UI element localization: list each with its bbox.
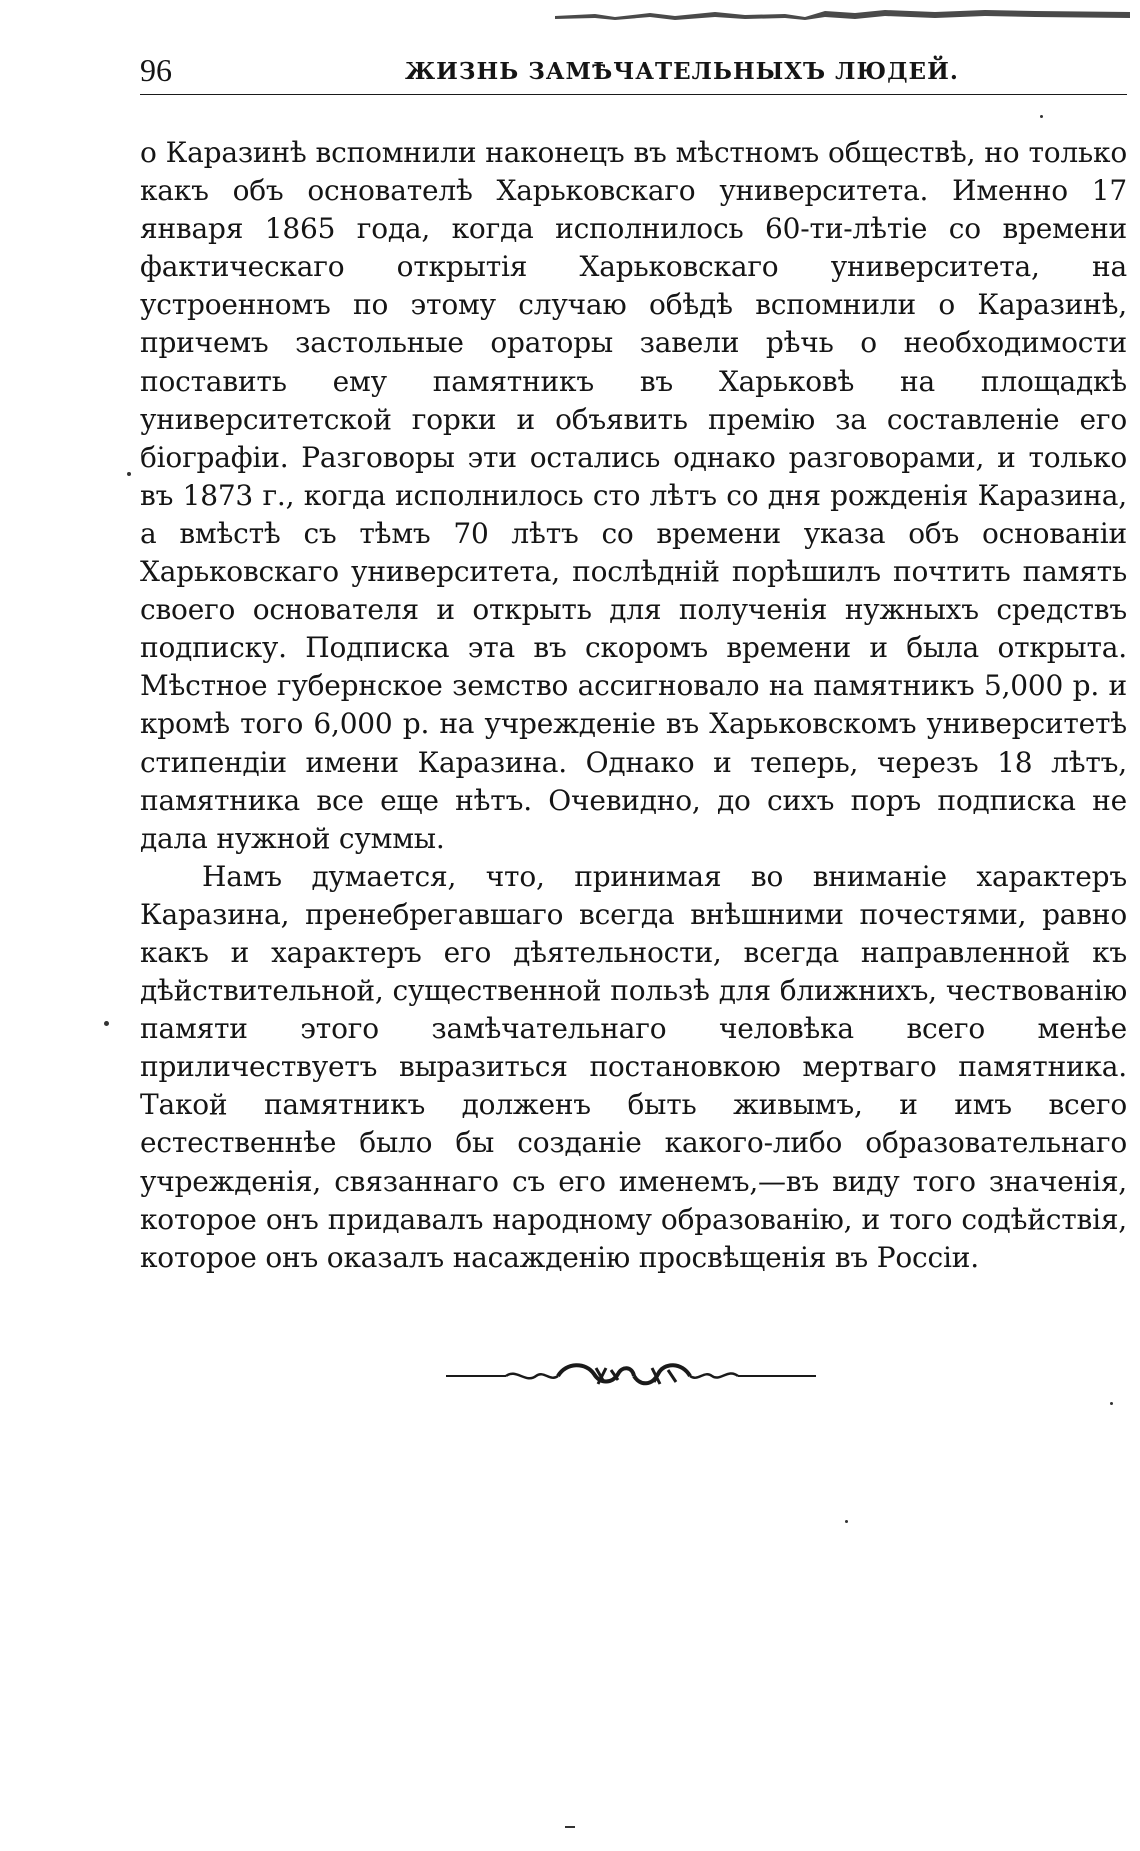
body-text xyxy=(140,134,1127,1277)
print-speck xyxy=(1110,1402,1113,1405)
print-speck xyxy=(127,472,131,476)
print-speck xyxy=(845,1520,848,1523)
print-speck xyxy=(104,1021,109,1026)
print-speck xyxy=(565,1826,575,1828)
paragraph-1: о Каразинѣ вспомнили наконецъ въ мѣстномъ обществѣ, но только какъ объ основателѣ Харьковскаго университета. Именно 17 января 1865 года, когда исполнилось 60-ти-лѣтіе со времени фактическаго открытія Харьковскаго университета, на устроенномъ по этому случаю обѣдѣ вспомнили о Каразинѣ, причемъ застольные ораторы завели рѣчь о необходимости поставить ему памятникъ въ Харьковѣ на площадкѣ университетской горки и объявить премію за составленіе его біографіи. Разговоры эти остались однако разговорами, и только въ 1873 г., когда исполнилось сто лѣтъ со дня рожденія Каразина, а вмѣстѣ съ тѣмъ 70 лѣтъ со времени указа объ основаніи Харьковскаго университета, послѣдній порѣшилъ почтить память своего основателя и открыть для полученія нужныхъ средствъ подписку. Подписка эта въ скоромъ времени и была открыта. Мѣстное губернское земство ассигновало на памятникъ 5,000 р. и кромѣ того 6,000 р. на учрежденіе въ Харьковскомъ университетѣ стипендіи имени Каразина. Однако и теперь, черезъ 18 лѣтъ, памятника все еще нѣтъ. Очевидно, до сихъ поръ подписка не дала нужной суммы. xyxy=(140,136,1127,855)
print-speck xyxy=(1040,115,1043,118)
top-ink-smudge xyxy=(555,8,1130,22)
paragraph-2: Намъ думается, что, принимая во вниманіе характеръ Каразина, пренебрегавшаго всегда внѣшними почестями, равно какъ и характеръ его дѣятельности, всегда направленной къ дѣйствительной, существенной пользѣ для ближнихъ, чествованію памяти этого замѣчательнаго человѣка всего менѣе приличествуетъ выразиться постановкою мертваго памятника. Такой памятникъ долженъ быть живымъ, и имъ всего естественнѣе было бы созданіе какого-либо образовательнаго учрежденія, связаннаго съ его именемъ,—въ виду того значенія, которое онъ придавалъ народному образованію, и того содѣйствія, которое онъ оказалъ насажденію просвѣщенія въ Россіи. xyxy=(140,859,1127,1274)
page-header xyxy=(140,52,1127,95)
running-head: ЖИЗНЬ ЗАМѢЧАТЕЛЬНЫХЪ ЛЮДЕЙ. xyxy=(405,58,959,85)
fleuron-ornament-icon xyxy=(446,1356,816,1396)
page-number: 96 xyxy=(140,52,172,88)
